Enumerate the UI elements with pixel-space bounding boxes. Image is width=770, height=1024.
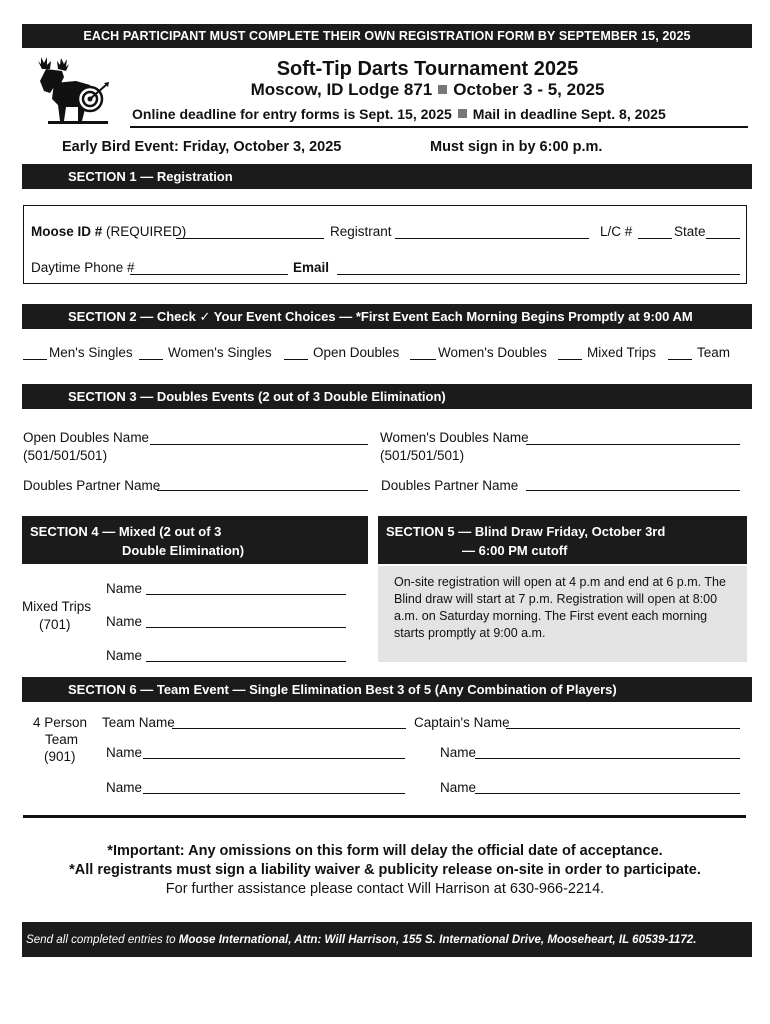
mixed-name-field-3[interactable] bbox=[146, 661, 346, 662]
moose-with-dartboard-icon bbox=[28, 55, 110, 125]
captain-name-label: Captain's Name bbox=[414, 715, 510, 730]
header-location: Moscow, ID Lodge 871 bbox=[250, 80, 433, 99]
lc-label: L/C # bbox=[600, 224, 633, 239]
team-player-field-2[interactable] bbox=[475, 758, 740, 759]
open-doubles-name-field[interactable] bbox=[150, 444, 368, 445]
team-group-label-2: Team bbox=[45, 732, 79, 747]
section4-header bbox=[22, 516, 368, 564]
open-doubles-name-label: Open Doubles Name bbox=[23, 430, 150, 445]
top-banner-text: EACH PARTICIPANT MUST COMPLETE THEIR OWN REGISTRATION FORM BY SEPTEMBER 15, 2025 bbox=[83, 29, 691, 43]
captain-name-field[interactable] bbox=[506, 728, 740, 729]
phone-label: Daytime Phone # bbox=[31, 260, 135, 275]
moose-id-field[interactable] bbox=[176, 238, 324, 239]
contact-note: For further assistance please contact Will Harrison at 630-966-2214. bbox=[165, 881, 605, 897]
team-label: Team bbox=[697, 345, 731, 360]
section5-info-box bbox=[378, 566, 747, 662]
header-location-dates bbox=[150, 80, 705, 100]
team-group-code: (901) bbox=[44, 749, 76, 764]
doubles-partner-left-label: Doubles Partner Name bbox=[23, 478, 161, 493]
section5-info-text: On-site registration will open at 4 p.m and end at 6 p.m. The Blind draw will start at 7 p.m. Registration will open at 8:00 a.m. on Saturday morning. The First event each morning starts promptly at 9:00 a.m. bbox=[394, 575, 726, 640]
team-player-label-3: Name bbox=[106, 780, 143, 795]
team-check[interactable] bbox=[668, 359, 692, 360]
mens-singles-label: Men's Singles bbox=[49, 345, 133, 360]
mixed-trips-code: (701) bbox=[39, 617, 71, 632]
online-deadline: Online deadline for entry forms is Sept. 15, 2025 bbox=[132, 106, 452, 122]
moose-id-required-note: (REQUIRED) bbox=[106, 224, 187, 239]
team-player-label-4: Name bbox=[440, 780, 477, 795]
state-field[interactable] bbox=[706, 238, 740, 239]
waiver-note: *All registrants must sign a liability waiver & publicity release on-site in order to participate. bbox=[69, 862, 701, 878]
page-title: Soft-Tip Darts Tournament 2025 bbox=[276, 58, 579, 80]
section1-title: SECTION 1 — Registration bbox=[68, 169, 233, 184]
open-doubles-format: (501/501/501) bbox=[23, 448, 108, 463]
womens-doubles-name-field[interactable] bbox=[526, 444, 740, 445]
mens-singles-check[interactable] bbox=[23, 359, 47, 360]
registrant-field[interactable] bbox=[395, 238, 589, 239]
section6-header bbox=[22, 677, 752, 702]
team-player-field-3[interactable] bbox=[143, 793, 405, 794]
header-rule bbox=[130, 126, 748, 128]
womens-doubles-label: Women's Doubles bbox=[438, 345, 547, 360]
section2-header bbox=[22, 304, 752, 329]
sign-in-time: Must sign in by 6:00 p.m. bbox=[430, 139, 603, 155]
open-doubles-check[interactable] bbox=[284, 359, 308, 360]
mixed-name-label-2: Name bbox=[106, 614, 143, 629]
section2-title: SECTION 2 — Check ✓ Your Event Choices — *First Event Each Morning Begins Promptly at 9:00 AM bbox=[68, 308, 693, 324]
section5-header bbox=[378, 516, 747, 564]
send-entries-prefix: Send all completed entries to bbox=[26, 933, 176, 946]
early-bird-event: Early Bird Event: Friday, October 3, 2025 bbox=[62, 139, 342, 155]
send-entries-bar bbox=[22, 922, 752, 957]
team-name-label: Team Name bbox=[102, 715, 175, 730]
womens-singles-label: Women's Singles bbox=[168, 345, 272, 360]
moose-id-label bbox=[31, 224, 186, 239]
mixed-trips-check[interactable] bbox=[558, 359, 582, 360]
doubles-partner-right-field[interactable] bbox=[526, 490, 740, 491]
section6-title: SECTION 6 — Team Event — Single Elimination Best 3 of 5 (Any Combination of Players) bbox=[68, 682, 617, 697]
section4-title-line2: Double Elimination) bbox=[122, 543, 245, 558]
section5-title-line1: SECTION 5 — Blind Draw Friday, October 3rd bbox=[386, 524, 666, 539]
lc-field[interactable] bbox=[638, 238, 672, 239]
email-field[interactable] bbox=[337, 274, 740, 275]
top-banner bbox=[22, 24, 752, 48]
womens-doubles-check[interactable] bbox=[410, 359, 436, 360]
open-doubles-label: Open Doubles bbox=[313, 345, 400, 360]
mixed-name-field-1[interactable] bbox=[146, 594, 346, 595]
doubles-partner-left-field[interactable] bbox=[157, 490, 368, 491]
mixed-name-label-3: Name bbox=[106, 648, 143, 663]
send-entries-address: Moose International, Attn: Will Harrison, 155 S. International Drive, Mooseheart, IL 60539-1172. bbox=[178, 933, 697, 946]
bottom-rule bbox=[23, 815, 746, 818]
doubles-partner-right-label: Doubles Partner Name bbox=[381, 478, 519, 493]
mixed-name-field-2[interactable] bbox=[146, 627, 346, 628]
womens-doubles-format: (501/501/501) bbox=[380, 448, 465, 463]
header-dates: October 3 - 5, 2025 bbox=[453, 80, 605, 99]
team-player-field-1[interactable] bbox=[143, 758, 405, 759]
email-label: Email bbox=[293, 260, 330, 275]
registrant-label: Registrant bbox=[330, 224, 392, 239]
womens-singles-check[interactable] bbox=[139, 359, 163, 360]
team-group-label-1: 4 Person bbox=[33, 715, 88, 730]
square-bullet-icon bbox=[458, 109, 467, 118]
phone-field[interactable] bbox=[130, 274, 288, 275]
team-player-field-4[interactable] bbox=[475, 793, 740, 794]
team-name-field[interactable] bbox=[172, 728, 406, 729]
moose-id-label-text: Moose ID # bbox=[31, 224, 103, 239]
mail-deadline: Mail in deadline Sept. 8, 2025 bbox=[472, 106, 666, 122]
section4-title-line1: SECTION 4 — Mixed (2 out of 3 bbox=[30, 524, 222, 539]
section3-header bbox=[22, 384, 752, 409]
state-label: State bbox=[674, 224, 706, 239]
section3-title: SECTION 3 — Doubles Events (2 out of 3 Double Elimination) bbox=[68, 389, 446, 404]
mixed-trips-label: Mixed Trips bbox=[587, 345, 657, 360]
womens-doubles-name-label: Women's Doubles Name bbox=[380, 430, 529, 445]
team-player-label-1: Name bbox=[106, 745, 143, 760]
section1-header bbox=[22, 164, 752, 189]
section5-title-line2: — 6:00 PM cutoff bbox=[462, 543, 568, 558]
mixed-trips-group-label: Mixed Trips bbox=[22, 599, 92, 614]
square-bullet-icon bbox=[438, 85, 447, 94]
team-player-label-2: Name bbox=[440, 745, 477, 760]
important-note: *Important: Any omissions on this form will delay the official date of acceptance. bbox=[107, 843, 663, 859]
header-deadlines bbox=[132, 106, 666, 122]
mixed-name-label-1: Name bbox=[106, 581, 143, 596]
